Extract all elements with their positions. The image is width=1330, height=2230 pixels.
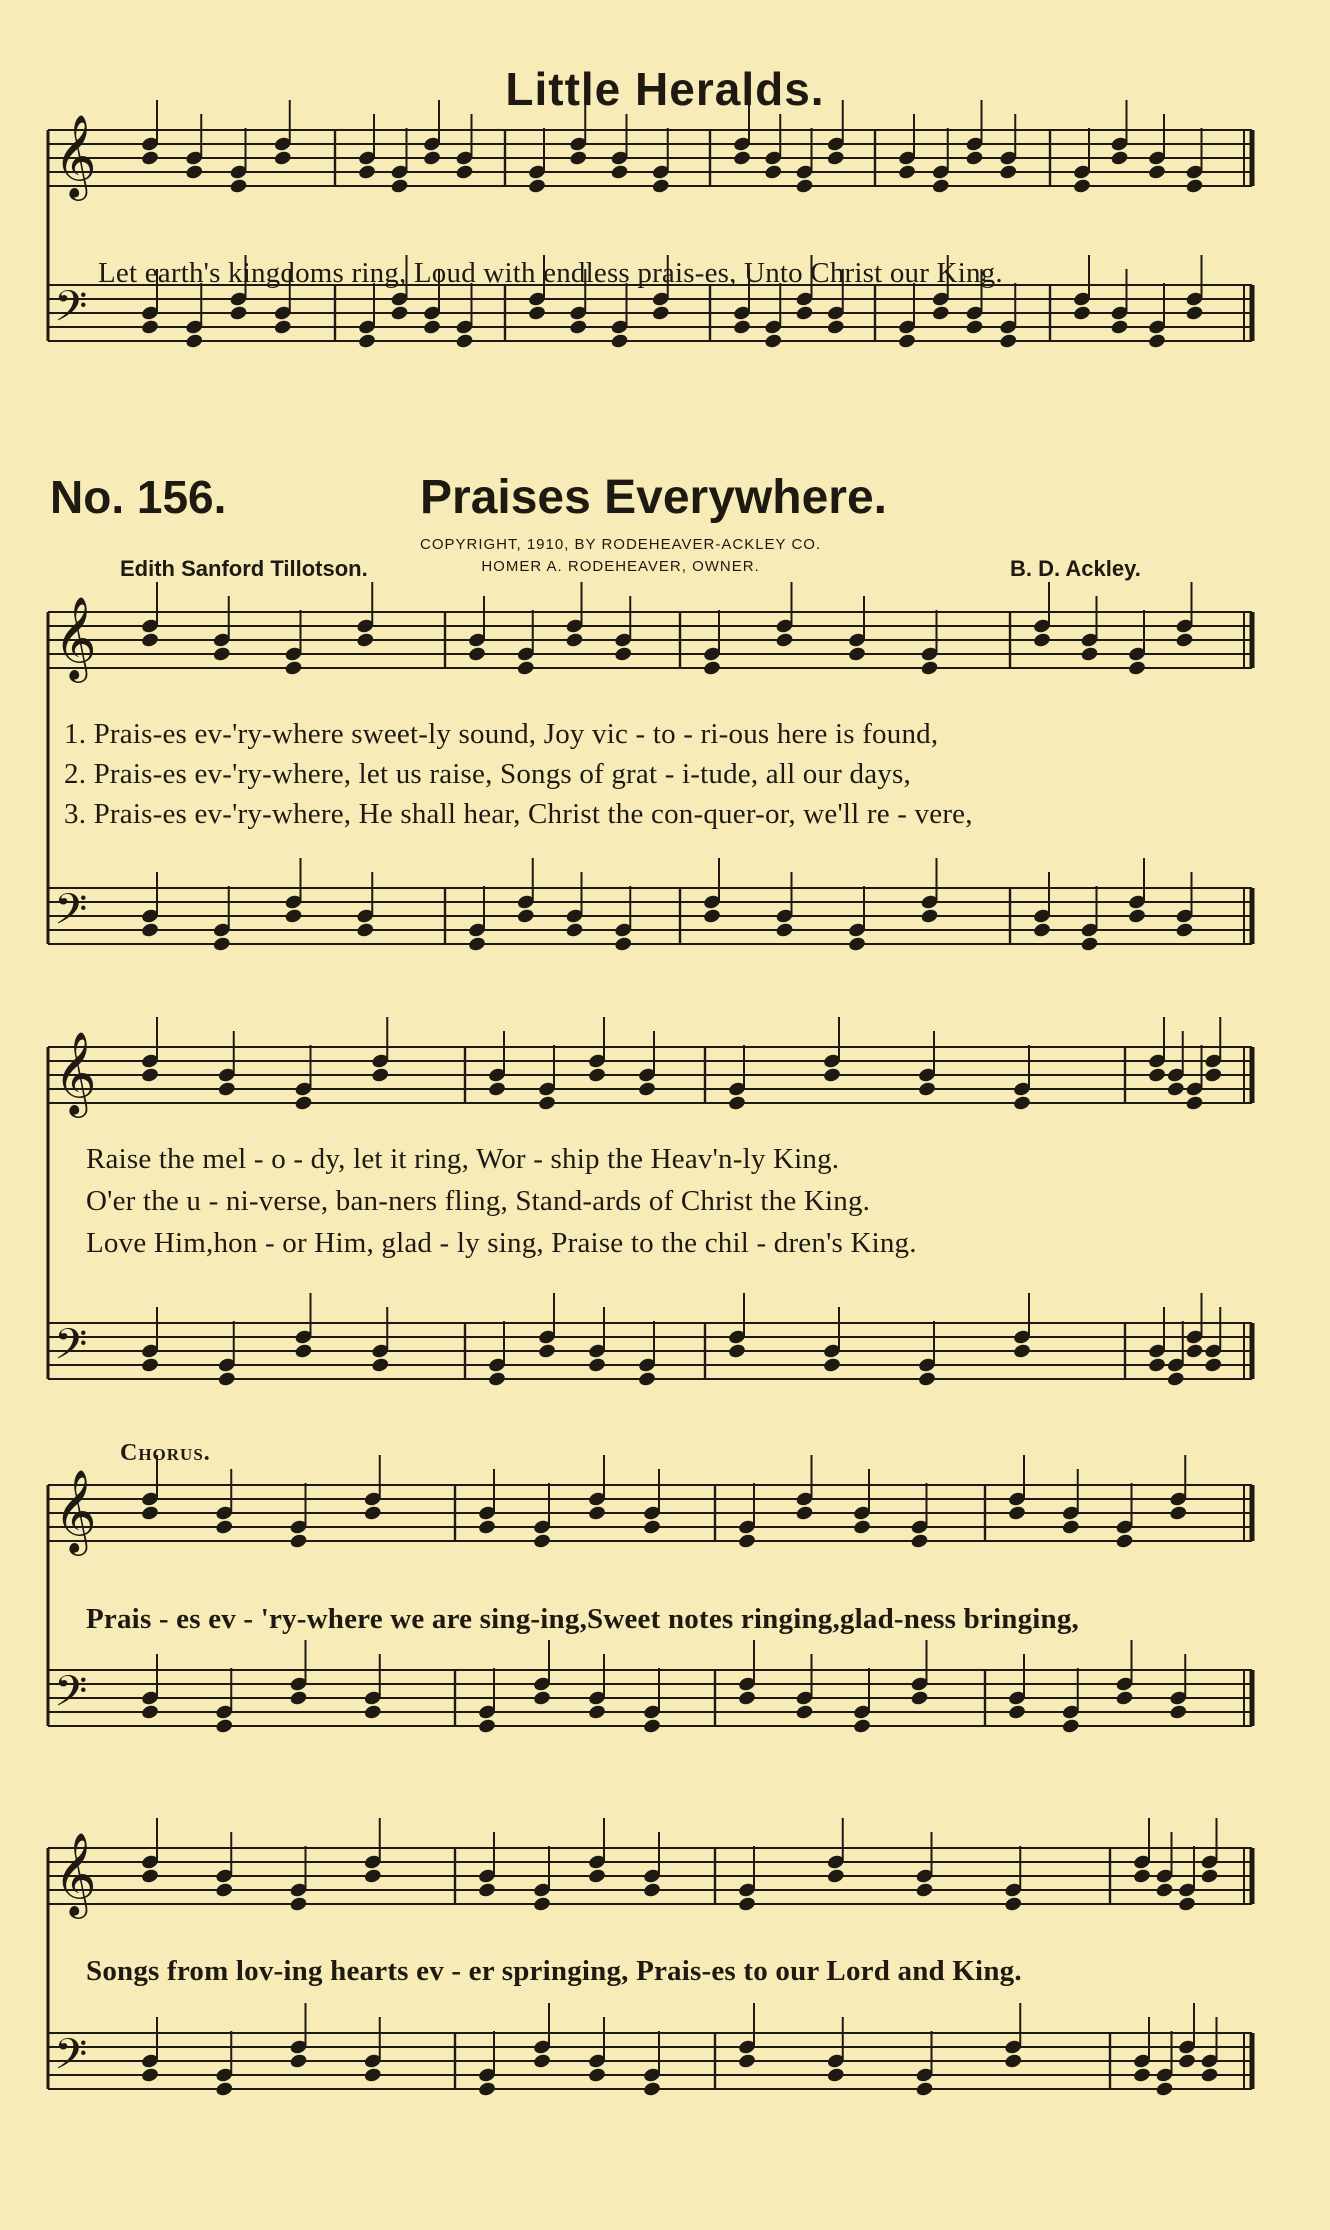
verse-2-line-2: O'er the u - ni-verse, ban-ners fling, Stand-ards of Christ the King. [86,1185,871,1217]
copyright-notice [420,534,821,578]
previous-hymn-lyric: Let earth's kingdoms ring, Loud with endless prais-es, Unto Christ our King. [98,257,1003,289]
music-system-2 [0,1030,1330,1415]
svg-text:𝄞: 𝄞 [54,1468,97,1552]
composer-credit: B. D. Ackley. [1010,556,1141,581]
svg-text:𝄢: 𝄢 [54,282,88,342]
verse-1-line-2: Raise the mel - o - dy, let it ring, Wor - ship the Heav'n-ly King. [86,1143,840,1175]
verse-2-line-1: 2. Prais-es ev-'ry-where, let us raise, Songs of grat - i-tude, all our days, [64,758,911,790]
svg-text:𝄢: 𝄢 [54,1667,88,1727]
chorus-label: Chorus. [120,1440,211,1466]
staff-lines [48,100,1252,349]
lyricist-credit: Edith Sanford Tillotson. [120,556,368,581]
music-system-4-chorus [0,1831,1330,2138]
verse-1-line-1: 1. Prais-es ev-'ry-where sweet-ly sound, Joy vic - to - ri-ous here is found, [64,718,939,750]
verse-3-line-1: 3. Prais-es ev-'ry-where, He shall hear, Christ the con-quer-or, we'll re - vere, [64,798,973,830]
staff-lines [48,1455,1252,1734]
svg-text:𝄞: 𝄞 [54,595,97,679]
svg-text:𝄢: 𝄢 [54,885,88,945]
svg-text:𝄞: 𝄞 [54,113,97,197]
copyright-line-1: COPYRIGHT, 1910, BY RODEHEAVER-ACKLEY CO. [420,536,822,553]
hymn-title: Praises Everywhere. [420,471,887,524]
previous-hymn-title: Little Heralds. [505,63,825,115]
svg-text:𝄞: 𝄞 [54,1831,97,1915]
svg-text:𝄞: 𝄞 [54,1030,97,1114]
svg-text:𝄢: 𝄢 [54,1320,88,1380]
copyright-line-2: HOMER A. RODEHEAVER, OWNER. [481,558,760,575]
verse-3-line-2: Love Him,hon - or Him, glad - ly sing, Praise to the chil - dren's King. [86,1227,917,1259]
hymn-number: No. 156. [50,471,227,523]
svg-text:𝄢: 𝄢 [54,2030,88,2090]
chorus-line-1: Prais - es ev - 'ry-where we are sing-ing,Sweet notes ringing,glad-ness bringing, [86,1603,1080,1635]
chorus-line-2: Songs from lov-ing hearts ev - er springing, Prais-es to our Lord and King. [86,1955,1022,1987]
